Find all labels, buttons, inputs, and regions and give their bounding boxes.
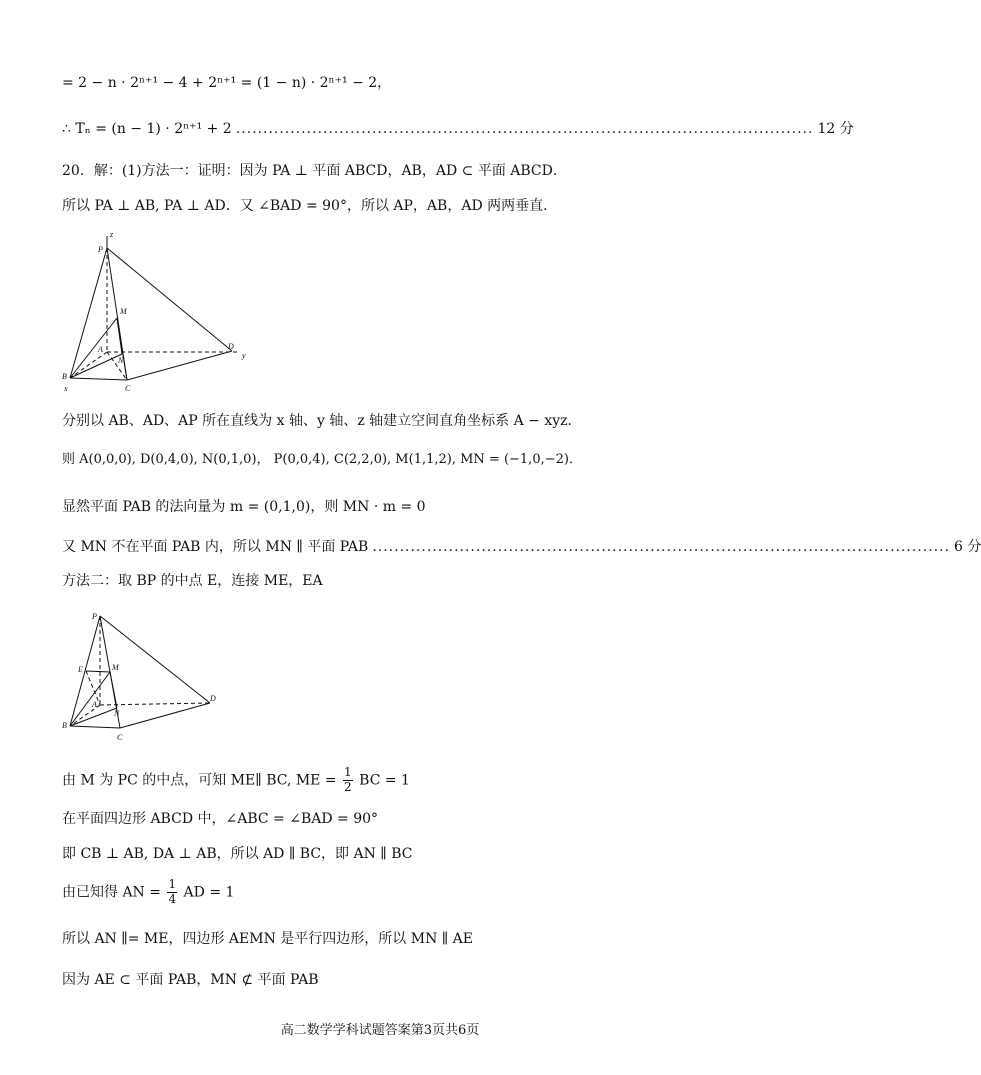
figure-pyramid-midpoint: [62, 608, 222, 743]
label-b: B: [62, 721, 67, 730]
label-b: B: [62, 372, 67, 381]
label-d: D: [210, 694, 216, 703]
midpoint-text-post: BC = 1: [359, 772, 410, 789]
edge-ab-hidden: [70, 352, 107, 378]
line-mn: [110, 672, 117, 708]
label-e: E: [78, 665, 83, 674]
an-text-post: AD = 1: [183, 884, 235, 901]
label-c: C: [117, 733, 123, 742]
conclusion-line-method1: [62, 539, 981, 555]
an-text-pre: 由已知得 AN =: [62, 884, 161, 901]
parallel-line: 即 CB ⊥ AB, DA ⊥ AB，所以 AD ∥ BC，即 AN ∥ BC: [62, 846, 413, 862]
label-p: P: [92, 612, 97, 621]
plane-containment-line: 因为 AE ⊂ 平面 PAB，MN ⊄ 平面 PAB: [62, 972, 319, 988]
equation-line-2: [62, 121, 854, 137]
label-p: P: [98, 245, 103, 254]
line-bn: [70, 354, 122, 378]
label-d: D: [228, 342, 234, 351]
coordinates-line: 则 A(0,0,0), D(0,4,0), N(0,1,0)， P(0,0,4), C(2,2,0), M(1,1,2), MN = (−1,0,−2)．: [62, 452, 582, 467]
equation-tn: ∴ Tₙ = (n − 1) · 2ⁿ⁺¹ + 2: [62, 121, 232, 137]
fraction-numerator: 1: [344, 765, 352, 779]
edge-bc: [70, 726, 120, 728]
edge-pd: [100, 616, 210, 703]
label-z: z: [110, 230, 114, 239]
edge-pb: [70, 248, 107, 378]
fraction-denominator: 2: [344, 779, 352, 794]
dot-leader: ..........................................................................................................: [235, 121, 814, 137]
label-a: A: [98, 345, 103, 354]
label-n: N: [114, 709, 120, 718]
quadrilateral-angle-line: 在平面四边形 ABCD 中，∠ABC = ∠BAD = 90°: [62, 811, 379, 827]
label-m: M: [112, 663, 119, 672]
normal-vector-line: 显然平面 PAB 的法向量为 m = (0,1,0)，则 MN · m = 0: [62, 499, 426, 515]
score-6: 6 分: [954, 539, 981, 555]
midpoint-line: [62, 766, 410, 795]
line-em: [86, 671, 110, 672]
an-length-line: [62, 878, 234, 907]
line-bm: [70, 318, 117, 378]
fraction-one-half: [343, 766, 353, 795]
edge-cd: [120, 703, 210, 728]
method-2-heading: 方法二：取 BP 的中点 E，连接 ME，EA: [62, 573, 323, 589]
equation-line-1: = 2 − n · 2ⁿ⁺¹ − 4 + 2ⁿ⁺¹ = (1 − n) · 2ⁿ⁺¹ − 2，: [62, 75, 392, 91]
fraction-one-quarter: [167, 878, 177, 907]
edge-bc: [70, 378, 127, 380]
proof-line-perpendicular: 所以 PA ⊥ AB, PA ⊥ AD．又 ∠BAD = 90°，所以 AP，AB，AD 两两垂直．: [62, 198, 558, 214]
edge-cd: [127, 351, 232, 380]
fraction-denominator: 4: [168, 891, 177, 906]
label-y: y: [242, 351, 246, 360]
dot-leader: ..........................................................................................................: [372, 539, 951, 555]
edge-pd: [107, 248, 232, 351]
coordinate-system-line: 分别以 AB、AD、AP 所在直线为 x 轴、y 轴、z 轴建立空间直角坐标系 A − xyz．: [62, 413, 582, 429]
label-a: A: [92, 700, 97, 709]
line-mn: [117, 318, 122, 354]
label-m: M: [120, 307, 127, 316]
midpoint-text-pre: 由 M 为 PC 的中点，可知 ME∥ BC, ME =: [62, 772, 337, 789]
conclusion-text: 又 MN 不在平面 PAB 内，所以 MN ∥ 平面 PAB: [62, 539, 369, 555]
figure-pyramid-axes: [62, 228, 262, 398]
label-n: N: [118, 356, 124, 365]
fraction-numerator: 1: [168, 877, 177, 891]
label-x: x: [64, 384, 68, 393]
problem-20-heading: 20．解：(1)方法一：证明：因为 PA ⊥ 平面 ABCD，AB，AD ⊂ 平面 ABCD．: [62, 163, 567, 179]
score-12: 12 分: [817, 121, 854, 137]
label-c: C: [125, 384, 131, 393]
page-footer: 高二数学学科试题答案第3页共6页: [280, 1023, 480, 1038]
parallelogram-line: 所以 AN ∥= ME，四边形 AEMN 是平行四边形，所以 MN ∥ AE: [62, 931, 474, 947]
